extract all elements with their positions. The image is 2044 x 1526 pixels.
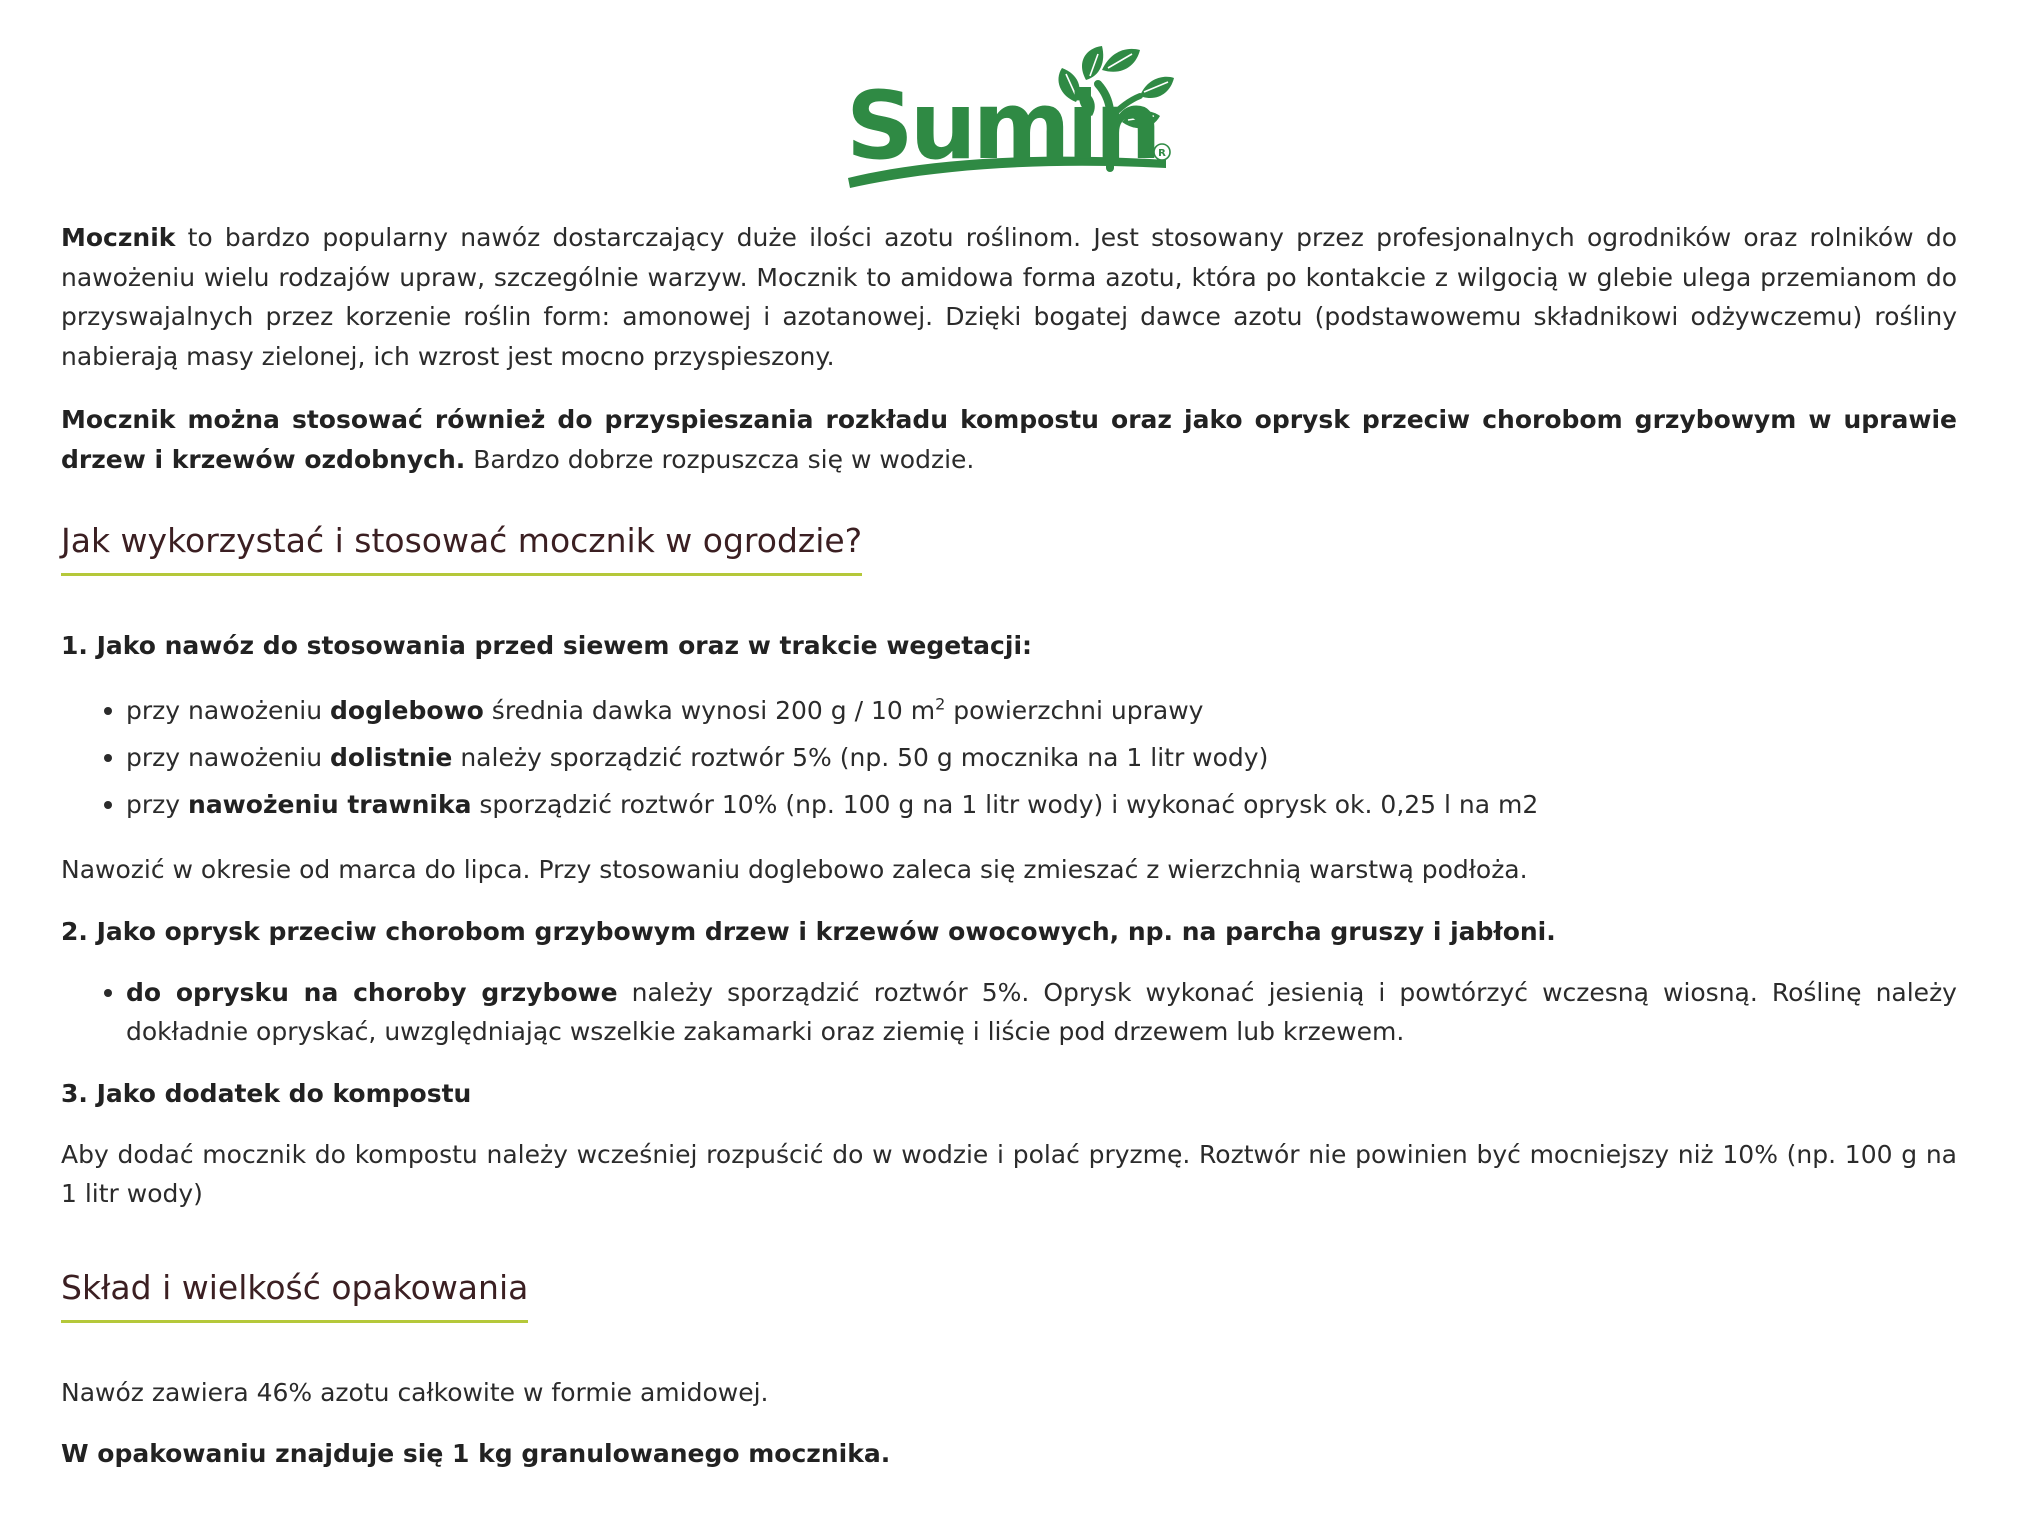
section-heading-composition: Skład i wielkość opakowania	[61, 1266, 528, 1323]
sumin-logo-icon	[840, 40, 1180, 190]
list-item: przy nawożeniu trawnika sporządzić roztwór 10% (np. 100 g na 1 litr wody) i wykonać oprysk ok. 0,25 l na m2	[126, 781, 1957, 828]
list-item: do oprysku na choroby grzybowe należy sporządzić roztwór 5%. Oprysk wykonać jesienią i powtórzyć wczesną wiosną. Roślinę należy dokładnie opryskać, uwzględniając wszelkie zakamarki oraz ziemię i liście pod drzewem lub krzewem.	[126, 973, 1957, 1052]
usage-note: Nawozić w okresie od marca do lipca. Przy stosowaniu doglebowo zaleca się zmieszać z wierzchnią warstwą podłoża.	[61, 855, 1528, 884]
compost-text: Aby dodać mocznik do kompostu należy wcześniej rozpuścić do w wodzie i polać pryzmę. Roztwór nie powinien być mocniejszy niż 10% (np. 100 g na 1 litr wody)	[61, 1139, 1957, 1208]
article-content	[61, 218, 1957, 1495]
brand-logo	[840, 40, 1180, 190]
usage-subheading-1: 1. Jako nawóz do stosowania przed siewem oraz w trakcie wegetacji:	[61, 631, 1033, 660]
usage-subheading-3: 3. Jako dodatek do kompostu	[61, 1078, 472, 1108]
svg-text:R: R	[1158, 148, 1166, 159]
list-item: przy nawożeniu dolistnie należy sporządzić roztwór 5% (np. 50 g mocznika na 1 litr wody)	[126, 734, 1957, 781]
list-item: przy nawożeniu doglebowo średnia dawka wynosi 200 g / 10 $m^2$ powierzchni uprawy	[126, 687, 1957, 734]
composition-text: Nawóz zawiera 46% azotu całkowite w formie amidowej.	[61, 1377, 769, 1407]
intro-text-2: Bardzo dobrze rozpuszcza się w wodzie.	[465, 444, 975, 474]
usage-list-1	[61, 687, 1957, 828]
intro-lead-term: Mocznik	[61, 223, 176, 252]
intro-paragraph-1	[61, 218, 1957, 376]
section-heading-usage: Jak wykorzystać i stosować mocznik w ogrodzie?	[61, 519, 862, 576]
usage-subheading-2: 2. Jako oprysk przeciw chorobom grzybowym drzew i krzewów owocowych, np. na parcha gruszy i jabłoni.	[61, 916, 1556, 946]
intro-text: to bardzo popularny nawóz dostarczający duże ilości azotu roślinom. Jest stosowany przez profesjonalnych ogrodników oraz rolników do nawożeniu wielu rodzajów upraw, szczególnie warzyw. Mocznik to amidowa forma azotu, która po kontakcie z wilgocią w glebie ulega przemianom do przyswajalnych przez korzenie roślin form: amonowej i azotanowej. Dzięki bogatej dawce azotu (podstawowemu składnikowi odżywczemu) rośliny nabierają masy zielonej, ich wzrost jest mocno przyspieszony.	[61, 223, 1957, 371]
package-text: W opakowaniu znajduje się 1 kg granulowanego mocznika.	[61, 1439, 891, 1468]
logo-wordmark: Sumin	[846, 72, 1158, 181]
intro-paragraph-2	[61, 400, 1957, 479]
intro-bold-statement: Mocznik można stosować również do przyspieszania rozkładu kompostu oraz jako oprysk przeciw chorobom grzybowym w uprawie drzew i krzewów ozdobnych.	[61, 405, 1957, 474]
usage-list-2	[61, 973, 1957, 1052]
